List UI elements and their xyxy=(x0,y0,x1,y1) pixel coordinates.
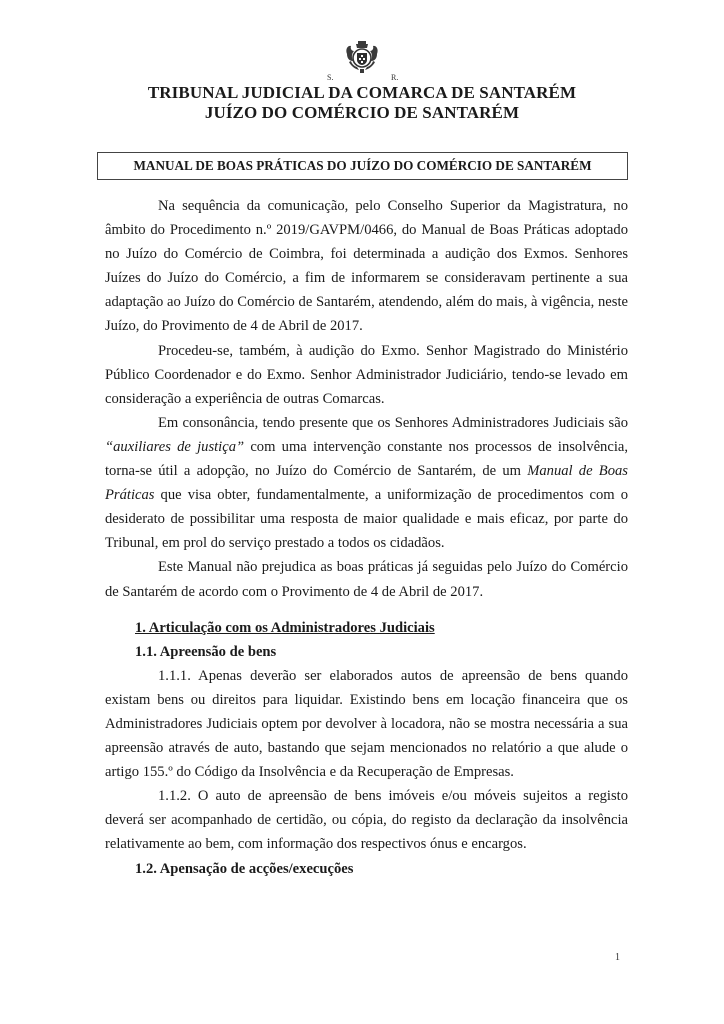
court-division: JUÍZO DO COMÉRCIO DE SANTARÉM xyxy=(204,103,520,122)
section-heading-1 xyxy=(105,616,628,640)
section-heading-1-1: 1.1. Apreensão de bens xyxy=(135,643,277,660)
court-name: TRIBUNAL JUDICIAL DA COMARCA DE SANTARÉM xyxy=(147,83,577,102)
document-title-box xyxy=(97,152,628,180)
paragraph-scope: Este Manual não prejudica as boas práticas já seguidas pelo Juízo do Comércio de Santarém de acordo com o Provimento de 4 de Abril de 2017. xyxy=(105,559,628,600)
sr-right-label: R. xyxy=(391,73,399,82)
coat-of-arms-icon xyxy=(343,40,381,74)
page-number: 1 xyxy=(615,952,620,963)
spacer xyxy=(105,604,628,616)
document-title: MANUAL DE BOAS PRÁTICAS DO JUÍZO DO COMÉRCIO DE SANTARÉM xyxy=(133,158,592,173)
clause-1-1-1: 1.1.1. Apenas deverão ser elaborados autos de apreensão de bens quando existam bens ou direitos para liquidar. Existindo bens em locação financeira que os Administradores Judiciais optem por devolver à locadora, não se mostra necessária a sua apreensão através de auto, bastando que sejam mencionados no relatório a que alude o artigo 155.º do Código da Insolvência e da Recuperação de Empresas. xyxy=(105,667,628,781)
sr-left-label: S. xyxy=(327,73,334,82)
manual-title-italic: Manual de Boas Práticas xyxy=(105,463,628,504)
paragraph-purpose-text-3: que visa obter, fundamentalmente, a uniformização de procedimentos com o desiderato de possibilitar uma resposta de maior qualidade e mais eficaz, por parte do Tribunal, em prol do serviço prestado a todos os cidadãos. xyxy=(105,487,628,552)
paragraph-purpose-text-2: com uma intervenção constante nos processos de insolvência, torna-se útil a adopção, no Juízo do Comércio de Santarém, de um xyxy=(105,438,628,480)
paragraph-intro: Na sequência da comunicação, pelo Conselho Superior da Magistratura, no âmbito do Procedimento n.º 2019/GAVPM/0466, do Manual de Boas Práticas adoptado no Juízo do Comércio de Coimbra, foi determinada a audição dos Exmos. Senhores Juízes do Juízo do Comércio, a fim de informarem se consideravam pertinente a sua adaptação ao Juízo do Comércio de Santarém, atendendo, além do mais, à vigência, neste Juízo, do Provimento de 4 de Abril de 2017. xyxy=(105,198,628,335)
paragraph-purpose-text-1: Em consonância, tendo presente que os Senhores Administradores Judiciais são xyxy=(158,414,628,431)
section-heading-1-2: 1.2. Apensação de acções/execuções xyxy=(135,860,354,877)
section-heading-1-text: 1. Articulação com os Administradores Judiciais xyxy=(135,619,435,636)
quoted-term: “auxiliares de justiça” xyxy=(105,438,245,455)
document-body xyxy=(105,194,628,881)
paragraph-purpose xyxy=(105,411,628,556)
paragraph-consultation: Procedeu-se, também, à audição do Exmo. Senhor Magistrado do Ministério Público Coordenador e do Exmo. Senhor Administrador Judiciário, tendo-se levado em consideração a experiência de outras Comarcas. xyxy=(105,342,628,407)
clause-1-1-2: 1.1.2. O auto de apreensão de bens imóveis e/ou móveis sujeitos a registo deverá ser acompanhado de certidão, ou cópia, do registo da declaração da insolvência relativamente ao bem, com informação dos respectivos ónus e encargos. xyxy=(105,788,628,853)
